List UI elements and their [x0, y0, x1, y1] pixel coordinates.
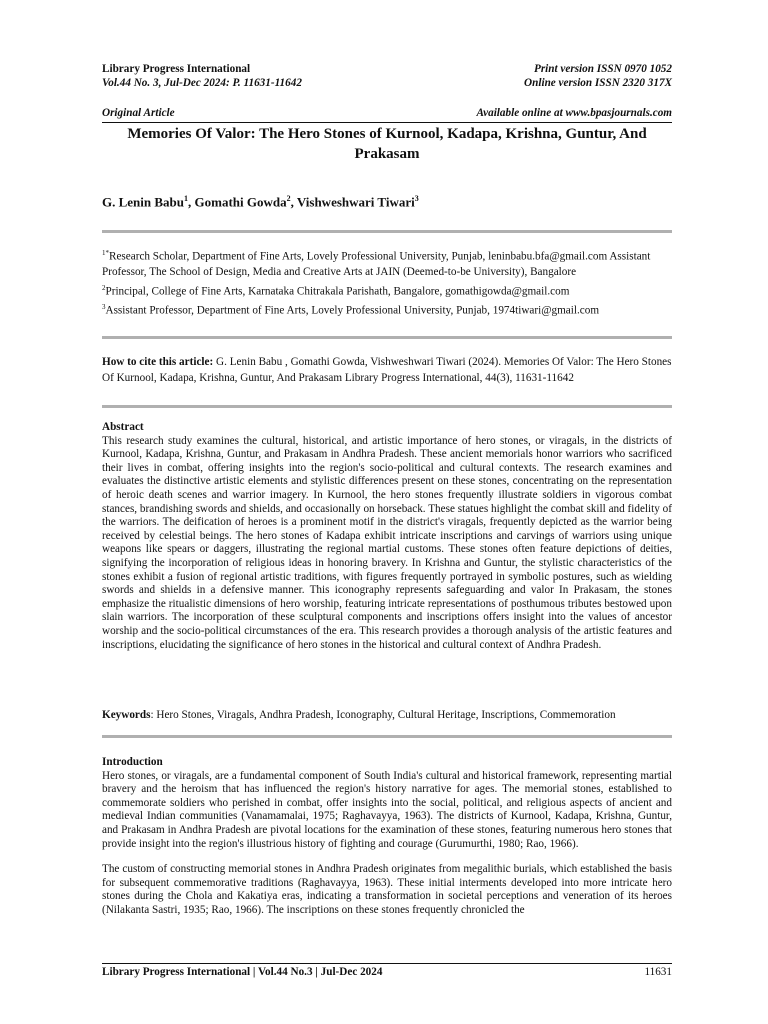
section-divider [102, 336, 672, 339]
affiliation-item: $^2$Principal, College of Fine Arts, Karnataka Chitrakala Parishath, Bangalore, gomathigowda@gmail.com [102, 283, 570, 298]
abstract-section [102, 421, 672, 652]
affiliation-item: $^{1*}$Research Scholar, Department of Fine Arts, Lovely Professional University, Punjab, leninbabu.bfa@gmail.com Assistant Professor, The School of Design, Media and Creative Arts at JAIN (Deemed-to-be University), Bangalore [102, 249, 651, 279]
online-issn: Online version ISSN 2320 317X [524, 77, 672, 89]
affiliations [102, 246, 672, 319]
abstract-heading: Abstract [102, 421, 144, 433]
page-number: 11631 [644, 966, 672, 978]
article-type: Original Article [102, 107, 175, 119]
print-issn: Print version ISSN 0970 1052 [533, 63, 672, 75]
journal-name: Library Progress International [102, 63, 251, 75]
citation-label: How to cite this article: [102, 356, 214, 368]
author-name: Vishweshwari Tiwari [296, 194, 415, 210]
author-name: G. Lenin Babu [102, 194, 185, 210]
citation-block [102, 354, 672, 386]
keywords-label: Keywords [102, 709, 151, 721]
keywords-line [102, 709, 672, 721]
introduction-section [102, 756, 672, 918]
keywords-text: : Hero Stones, Viragals, Andhra Pradesh, Iconography, Cultural Heritage, Inscriptions, Commemoration [150, 709, 616, 721]
paper-title: Memories Of Valor: The Hero Stones of Kurnool, Kadapa, Krishna, Guntur, And Prakasam [127, 126, 647, 162]
author-sup: 1 [184, 194, 189, 203]
section-divider [102, 230, 672, 233]
author-sup: 2 [286, 194, 291, 203]
available-online: Available online at www.bpasjournals.com [476, 107, 672, 119]
abstract-text: This research study examines the cultural, historical, and artistic importance of hero stones, or viragals, in the districts of Kurnool, Kadapa, Krishna, Guntur, and Prakasam in Andhra Pradesh. These ancient memorials honor warriors who sacrificed their lives in combat, offering insights into the region's socio-political and cultural contexts. The research examines and evaluates the distinctive artistic elements and stylistic differences present on these stones, concentrating on the representation of heroic death scenes and warrior imagery. In Kurnool, the hero stones frequently illustrate soldiers in vigorous combat stances, brandishing swords and shields, and occasionally on horseback. These statues highlight the combat skill and fidelity of the warriors. The deification of heroes is a prominent motif in the district's viragals, frequently depicted as the warrior being received by celestial beings. The hero stones of Kadapa exhibit intricate inscriptions and carvings of warriors using unique weapons like spears or daggers, illustrating the regional martial customs. These stones often feature depictions of deities, signifying the incorporation of religious ideas in honoring bravery. In Krishna and Guntur, the stylistic characteristics of the stones exhibit a fusion of regional artistic traditions, with figures frequently portrayed in symbolic postures, such as wielding swords and shields in a defensive manner. This iconography represents safeguarding and valor In Prakasam, the stones emphasize the ritualistic dimensions of hero worship, featuring intricate representations of posthumous tributes bestowed upon slain warriors. The incorporation of these sculptural components and inscriptions offers insight into the values of ancestor worship and the socio-political circumstances of the era. This research provides a thorough analysis of the artistic features and inscriptions, elucidating the significance of hero stones in the historical and cultural context of Andhra Pradesh. [102, 434, 672, 651]
author-list: G. Lenin Babu$^1$, Gomathi Gowda$^2$, Vishweshwari Tiwari$^3$ [102, 194, 419, 210]
introduction-paragraph: The custom of constructing memorial stones in Andhra Pradesh originates from megalithic burials, which established the basis for subsequent commemorative traditions (Raghavayya, 1963). These initial interments developed into more intricate hero stones during the Chola and Kakatiya eras, indicating a transformation in societal perceptions and veneration of its heroes (Nilakanta Sastri, 1935; Rao, 1966). The inscriptions on these stones frequently chronicled the [102, 863, 672, 916]
introduction-paragraph: Hero stones, or viragals, are a fundamental component of South India's cultural and historical framework, representing martial bravery and the heroism that has influenced the region's history narrative for ages. The memorial stones, established to commemorate soldiers who perished in combat, offer insights into the social, political, and religious aspects of ancient and medieval Indian communities (Vanamamalai, 1975; Raghavayya, 1963). The districts of Kurnool, Kadapa, Krishna, Guntur, and Prakasam in Andhra Pradesh are pivotal locations for the examination of these stones, featuring numerous hero stones that provide insight into the region's illustrious history of fighting and courage (Gurumurthi, 1980; Rao, 1966). [102, 769, 672, 850]
footer-journal: Library Progress International | Vol.44 No.3 | Jul-Dec 2024 [102, 966, 383, 978]
volume-info: Vol.44 No. 3, Jul-Dec 2024: P. 11631-11642 [102, 77, 302, 89]
page-footer [102, 963, 672, 978]
citation-text: G. Lenin Babu , Gomathi Gowda, Vishweshwari Tiwari (2024). Memories Of Valor: The Hero Stones Of Kurnool, Kadapa, Krishna, Guntur, And Prakasam Library Progress International, 44(3), 11631-11642 [102, 356, 672, 384]
affiliation-item: $^3$Assistant Professor, Department of Fine Arts, Lovely Professional University, Punjab, 1974tiwari@gmail.com [102, 302, 600, 317]
section-divider [102, 405, 672, 408]
section-divider [102, 735, 672, 738]
introduction-heading: Introduction [102, 756, 163, 768]
author-name: Gomathi Gowda [194, 194, 287, 210]
journal-header [102, 62, 672, 90]
author-sup: 3 [414, 194, 419, 203]
article-meta-bar [102, 106, 672, 123]
